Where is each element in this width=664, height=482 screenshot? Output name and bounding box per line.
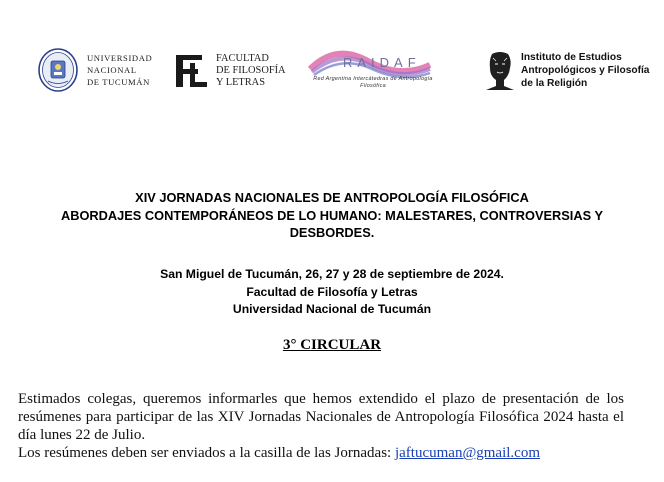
venue-line: Facultad de Filosofía y Letras	[246, 284, 418, 299]
instituto-logo-text	[521, 51, 649, 90]
email-link[interactable]: jaftucuman@gmail.com	[394, 445, 540, 461]
unt-seal-icon	[38, 48, 78, 92]
unt-line: DE TUCUMÁN	[87, 77, 150, 87]
ffyl-line: FACULTAD	[216, 53, 269, 64]
ffyl-logo	[172, 51, 286, 91]
email-prefix: Los resúmenes deben ser enviados a la casilla de las Jornadas:	[18, 445, 395, 461]
ffyl-monogram-icon	[172, 51, 210, 91]
circular-heading	[0, 337, 664, 354]
instituto-line: de la Religión	[521, 77, 588, 89]
venue-line: San Miguel de Tucumán, 26, 27 y 28 de septiembre de 2024.	[160, 267, 504, 281]
instituto-line: Antropológicos y Filosofía	[521, 64, 650, 76]
body-paragraph-email	[18, 444, 624, 462]
title-line: XIV JORNADAS NACIONALES DE ANTROPOLOGÍA FILOSÓFICA	[135, 190, 529, 205]
header-logos	[0, 0, 664, 120]
instituto-line: Instituto de Estudios	[521, 51, 622, 63]
ffyl-line: Y LETRAS	[216, 77, 265, 88]
unt-line: NACIONAL	[87, 65, 137, 75]
ffyl-line: DE FILOSOFÍA	[216, 65, 286, 76]
circular-label: 3° CIRCULAR	[282, 337, 382, 353]
body-text	[18, 390, 624, 462]
event-title	[0, 189, 664, 242]
unt-line: UNIVERSIDAD	[87, 53, 153, 63]
title-line: DESBORDES.	[289, 225, 375, 240]
event-venue	[0, 266, 664, 319]
instituto-logo	[484, 50, 649, 90]
portrait-icon	[484, 50, 516, 90]
unt-logo-text	[87, 52, 152, 88]
raidaf-name: RAIDAF	[343, 55, 421, 70]
raidaf-logo	[306, 45, 434, 97]
title-line: ABORDAJES CONTEMPORÁNEOS DE LO HUMANO: MALESTARES, CONTROVERSIAS Y	[60, 207, 603, 223]
venue-line: Universidad Nacional de Tucumán	[232, 302, 432, 316]
unt-logo	[38, 48, 152, 92]
ffyl-logo-text	[216, 53, 286, 89]
raidaf-subtitle: Red Argentina Intercátedras de Antropología Filosófica	[313, 76, 433, 89]
body-paragraph: Estimados colegas, queremos informarles que hemos extendido el plazo de presentación de los resúmenes para participar de las XIV Jornadas Nacionales de Antropología Filosófica 2024 hasta el día lunes 22 de Julio.	[18, 391, 624, 443]
